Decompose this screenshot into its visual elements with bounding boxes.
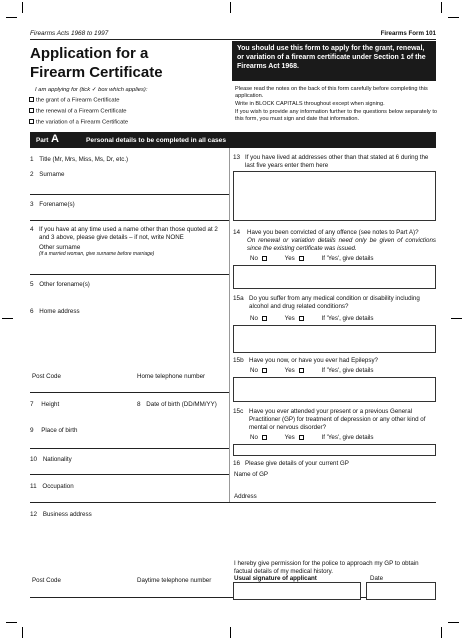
q7 [30,401,59,409]
q16-number: 16 [233,460,241,467]
q15b [233,357,436,365]
instruction-3: If you wish to provide any information further to the questions below separately to this form, you must sign and date that information. [235,109,437,122]
form-title-line2: Firearm Certificate [30,64,163,81]
q11-number: 11 [30,483,37,490]
instruction-1: Please read the notes on the back of this form carefully before completing this application. [235,86,428,99]
q14-answer-box[interactable] [233,265,436,289]
q11 [30,483,74,491]
notice-text: You should use this form to apply for the grant, renewal, or variation of a firearm certificate under Section 1 of the Firearms Act 1968. [237,45,426,70]
q2-label: Surname [39,171,65,178]
q15c-no-label: No [250,434,258,441]
home-phone-label: Home telephone number [137,373,206,380]
q15a-if-yes: If 'Yes', give details [321,315,374,322]
q10-number: 10 [30,456,38,463]
date-box[interactable] [366,582,436,600]
day-phone-label: Daytime telephone number [137,577,212,584]
q14 [233,229,436,252]
post-code2-label: Post Code [32,577,61,584]
option-renewal[interactable] [29,108,127,116]
q15b-if-yes: If 'Yes', give details [321,367,374,374]
column-divider [229,148,230,502]
q5-label: Other forename(s) [39,281,90,288]
part-heading: Personal details to be completed in all cases [86,137,226,144]
q9 [30,427,77,435]
q3-number: 3 [30,201,34,208]
q4 [30,226,228,258]
q15c-answer-box[interactable] [233,444,436,456]
gp-permission: I hereby give permission for the police to approach my GP to obtain factual details of my medical history. [234,560,419,575]
q13-label: If you have lived at addresses other than that stated at 6 during the last five years enter them here [245,154,429,169]
post-code-label: Post Code [32,373,61,380]
rule-after-q6 [30,392,229,393]
form-title-line1: Application for a [30,45,149,62]
q1-number: 1 [30,156,34,163]
q15c-number: 15c [233,408,244,415]
q8-number: 8 [137,401,141,408]
q15a-no-checkbox[interactable] [262,316,267,321]
crop-mark-bl-v [22,627,23,638]
checkbox-icon[interactable] [29,119,34,124]
q8 [137,401,217,409]
option-variation[interactable] [29,119,128,127]
option-grant-label: the grant of a Firearm Certificate [36,97,120,104]
q15c-label: Have you ever attended your present or a previous General Practitioner (GP) for treatment of depression or any other kind of mental or nervous disorder? [249,408,426,431]
crop-mark-tl [6,17,17,18]
q15a-no-label: No [250,315,258,322]
rule-after-q10 [30,474,229,475]
rule-after-q11 [30,502,436,503]
part-label: Part [36,137,49,144]
rule-after-q2 [30,194,229,195]
q16 [233,460,436,468]
q7-label: Height [41,401,60,408]
q15a-yes-checkbox[interactable] [299,316,304,321]
crop-mark-bl [6,622,17,623]
q9-number: 9 [30,427,34,434]
q5-number: 5 [30,281,34,288]
q10-label: Nationality [42,456,72,463]
q4-label: If you have at any time used a name other than those quoted at 2 and 3 above, please give details – if not, write NONE [39,226,218,241]
q12-number: 12 [30,511,38,518]
instruction-2: Write in BLOCK CAPITALS throughout except when signing. [235,101,385,107]
crop-mark-mr [451,318,462,319]
q15c-yes-checkbox[interactable] [299,435,304,440]
q15b-no-checkbox[interactable] [262,368,267,373]
option-renewal-label: the renewal of a Firearm Certificate [36,108,127,115]
q15a-answer-box[interactable] [233,325,436,353]
form-number: Firearms Form 101 [380,30,436,37]
q15c-if-yes: If 'Yes', give details [321,434,374,441]
q15b-yes-checkbox[interactable] [299,368,304,373]
date-label: Date [370,575,384,582]
q12 [30,511,92,519]
q14-no-checkbox[interactable] [262,256,267,261]
checkbox-icon[interactable] [29,97,34,102]
q9-label: Place of birth [41,427,78,434]
q2-number: 2 [30,171,34,178]
q4-other-surname: Other surname [39,243,81,251]
q15a-number: 15a [233,295,244,302]
q7-number: 7 [30,401,34,408]
q15b-yes-label: Yes [284,367,295,374]
q5 [30,281,90,289]
option-variation-label: the variation of a Firearm Certificate [36,119,129,126]
crop-mark-tr [448,17,459,18]
crop-mark-tl-v [22,2,23,13]
q16-gp-name: Name of GP [234,471,269,478]
q2 [30,171,64,179]
crop-mark-tr-v [441,2,442,13]
crop-mark-br [448,622,459,623]
q3 [30,201,75,209]
rule-after-q4 [30,274,229,275]
signature-label: Usual signature of applicant [234,575,317,582]
q14-note: On renewal or variation details need only be given of convictions since the existing certificate was issued. [247,236,436,252]
act-title: Firearms Acts 1968 to 1997 [30,30,109,37]
q6-label: Home address [39,308,80,315]
rule-after-q3 [30,220,229,221]
q12-label: Business address [42,511,92,518]
q4-other-surname-note: (if a married woman, give surname before marriage) [39,251,155,258]
part-letter: A [51,133,59,145]
q3-label: Forename(s) [39,201,75,208]
q14-yesno [250,255,436,263]
crop-mark-ml [2,318,13,319]
q15a-label: Do you suffer from any medical condition or disability including alcohol and drug related conditions? [249,295,420,310]
q15a [233,295,436,311]
q6-number: 6 [30,308,34,315]
q16-label: Please give details of your current GP [245,460,349,467]
q10 [30,456,72,464]
q1 [30,156,128,164]
signature-box[interactable] [233,582,361,600]
q15c [233,408,436,431]
rule-after-q9 [30,448,229,449]
q14-no-label: No [250,255,258,262]
q16-gp-address: Address [234,493,257,500]
q15b-number: 15b [233,357,244,364]
q4-number: 4 [30,226,34,233]
q14-yes-checkbox[interactable] [299,256,304,261]
q15b-answer-box[interactable] [233,377,436,402]
q13-answer-box[interactable] [233,171,436,221]
crop-mark-br-v [441,627,442,638]
q15b-label: Have you now, or have you ever had Epilepsy? [249,357,378,364]
q14-number: 14 [233,229,241,236]
q15a-yes-label: Yes [284,315,295,322]
q14-yes-label: Yes [284,255,295,262]
q8-label: Date of birth (DD/MM/YY) [146,401,217,408]
q6 [30,308,80,316]
crop-mark-tm [230,2,231,13]
q13 [233,154,436,170]
q13-number: 13 [233,154,241,161]
q15a-yesno [250,315,436,323]
q15c-yes-label: Yes [284,434,295,441]
q14-label: Have you been convicted of any offence (see notes to Part A)? [247,229,419,236]
q11-label: Occupation [42,483,74,490]
option-grant[interactable] [29,97,119,105]
applying-prompt: I am applying for (tick ✓ box which applies): [35,87,148,93]
crop-mark-bm [230,627,231,638]
q1-label: Title (Mr, Mrs, Miss, Ms, Dr, etc.) [39,156,129,163]
q15c-no-checkbox[interactable] [262,435,267,440]
q15c-yesno [250,434,436,442]
q14-if-yes: If 'Yes', give details [321,255,374,262]
q15b-no-label: No [250,367,258,374]
header-rule [30,39,436,40]
checkbox-icon[interactable] [29,108,34,113]
q15b-yesno [250,367,436,375]
